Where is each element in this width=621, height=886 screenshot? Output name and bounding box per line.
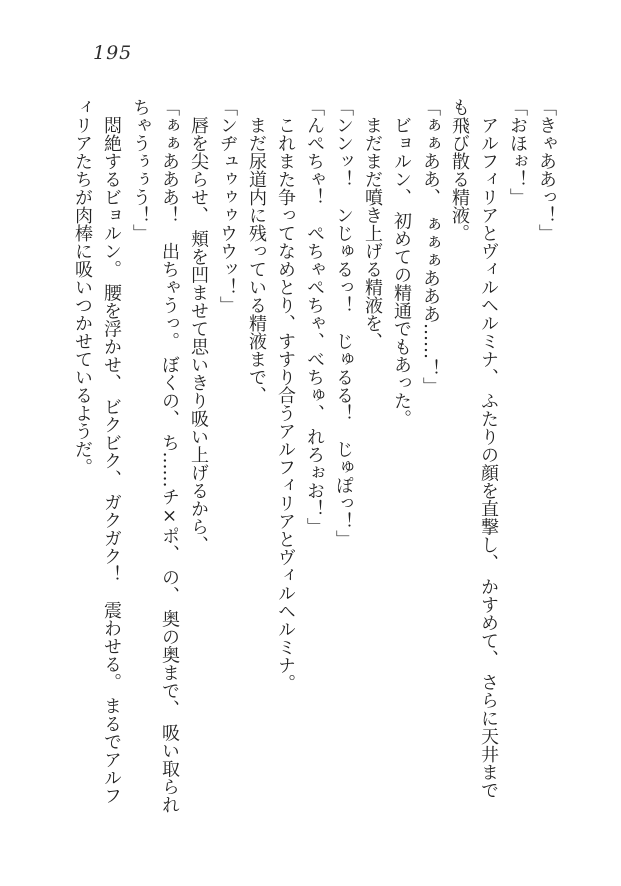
text-line: 「んぺちゃ！ ぺちゃぺちゃ、べちゅ、 れろぉお！」: [304, 98, 325, 536]
page-number: 195: [93, 42, 133, 64]
text-line: も飛び散る精液。: [449, 98, 470, 242]
text-line: アルフィリアとヴィルヘルミナ、 ふたりの顔を直撃し、 かすめて、 さらに天井まで: [478, 116, 499, 800]
text-line: これまた争ってなめとり、すすり合うアルフィリアとヴィルヘルミナ。: [275, 116, 296, 692]
text-line: まだ尿道内に残っている精液まで、: [246, 116, 267, 404]
text-line: 「ぁぁあああ！ 出ちゃうっ。 ぼくの、 ち……チ×ポ、 の、 奥の奥まで、 吸い取られ: [159, 98, 180, 814]
text-line: 「ンヂュゥゥゥウウッ！」: [217, 98, 238, 314]
vertical-text-block: [68, 98, 561, 826]
text-line: 唇を尖らせ、 頬を凹ませて思いきり吸い上げるから、: [188, 116, 209, 554]
text-line: ィリアたちが肉棒に吸いつかせているようだ。: [72, 98, 93, 476]
text-line: ビョルン、 初めての精通でもあった。: [391, 116, 412, 428]
text-line: まだまだ噴き上げる精液を、: [362, 116, 383, 350]
text-line: 「きゃああっ！」: [536, 98, 557, 242]
text-line: 悶絶するビョルン。 腰を浮かせ、 ビクビク、 ガクガク！ 震わせる。 まるでアルフ: [101, 116, 122, 805]
text-line: 「ぁぁああ、 ぁぁぁあああ……！」: [420, 98, 441, 395]
text-line: ちゃうぅぅう！」: [130, 98, 151, 242]
text-line: 「ンンッ！ ンじゅるっ！ じゅるる！ じゅぽっ！」: [333, 98, 354, 548]
text-line: 「おほぉ！」: [507, 98, 528, 206]
